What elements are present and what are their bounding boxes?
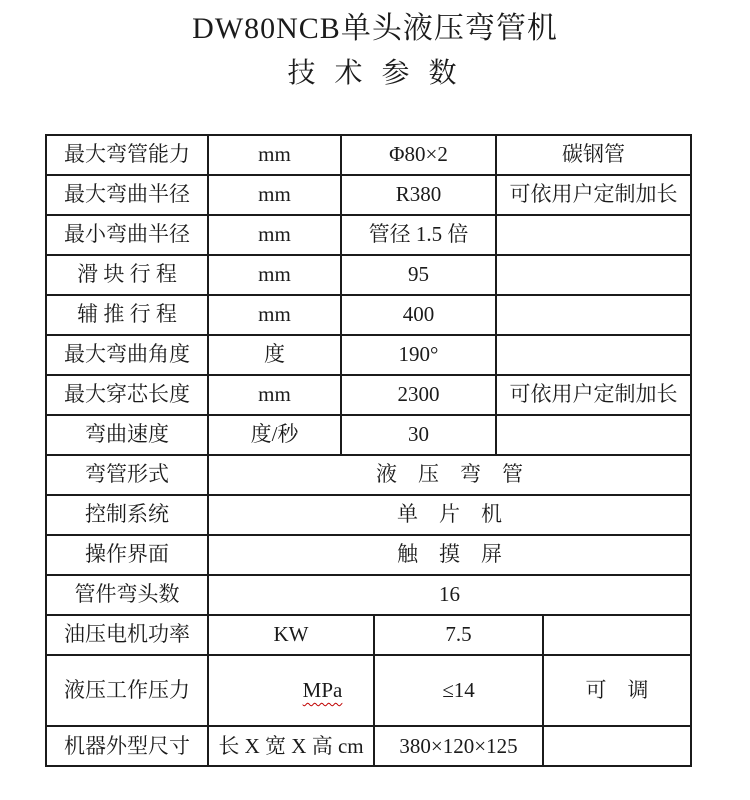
param-value: ≤14 xyxy=(374,655,543,726)
param-name: 弯曲速度 xyxy=(46,415,208,455)
table-row xyxy=(46,215,691,255)
param-unit: 度 xyxy=(208,335,341,375)
param-value-merged: 液 压 弯 管 xyxy=(208,455,691,495)
param-name: 最小弯曲半径 xyxy=(46,215,208,255)
table-row-merged xyxy=(46,575,691,615)
param-value: R380 xyxy=(341,175,496,215)
param-value: 30 xyxy=(341,415,496,455)
param-value: 400 xyxy=(341,295,496,335)
param-unit: mm xyxy=(208,215,341,255)
param-unit: mm xyxy=(208,255,341,295)
document-subtitle: 技 术 参 数 xyxy=(287,58,463,89)
table-row-merged xyxy=(46,455,691,495)
param-name: 弯管形式 xyxy=(46,455,208,495)
param-note xyxy=(496,295,691,335)
spec-table-container xyxy=(45,134,690,767)
param-unit: 长 X 宽 X 高 cm xyxy=(208,726,374,766)
table-row xyxy=(46,615,691,655)
param-name: 最大穿芯长度 xyxy=(46,375,208,415)
param-unit: KW xyxy=(208,615,374,655)
param-name: 最大弯曲角度 xyxy=(46,335,208,375)
table-row xyxy=(46,335,691,375)
spellcheck-underlined-text: MPa xyxy=(302,678,343,703)
param-value: 7.5 xyxy=(374,615,543,655)
param-name: 最大弯管能力 xyxy=(46,135,208,175)
param-value: Φ80×2 xyxy=(341,135,496,175)
param-value-merged: 16 xyxy=(208,575,691,615)
param-name: 最大弯曲半径 xyxy=(46,175,208,215)
table-row-merged xyxy=(46,535,691,575)
param-name: 控制系统 xyxy=(46,495,208,535)
param-value: 380×120×125 xyxy=(374,726,543,766)
param-unit: mm xyxy=(208,375,341,415)
table-row xyxy=(46,175,691,215)
param-name: 油压电机功率 xyxy=(46,615,208,655)
param-unit: mm xyxy=(208,175,341,215)
param-value: 190° xyxy=(341,335,496,375)
param-name: 液压工作压力 xyxy=(46,655,208,726)
param-note: 可依用户定制加长 xyxy=(496,175,691,215)
document-title: DW80NCB单头液压弯管机 xyxy=(192,12,558,45)
param-name: 管件弯头数 xyxy=(46,575,208,615)
param-note xyxy=(543,615,691,655)
table-row xyxy=(46,726,691,766)
table-row xyxy=(46,375,691,415)
param-value: 2300 xyxy=(341,375,496,415)
param-note xyxy=(496,215,691,255)
param-name: 操作界面 xyxy=(46,535,208,575)
param-note xyxy=(543,726,691,766)
param-note xyxy=(496,415,691,455)
table-row xyxy=(46,135,691,175)
param-value-merged: 单 片 机 xyxy=(208,495,691,535)
table-row xyxy=(46,255,691,295)
param-note: 可依用户定制加长 xyxy=(496,375,691,415)
param-value-merged: 触 摸 屏 xyxy=(208,535,691,575)
param-unit: mm xyxy=(208,295,341,335)
spec-table-upper xyxy=(45,134,692,616)
param-note: 碳钢管 xyxy=(496,135,691,175)
table-row xyxy=(46,415,691,455)
param-note: 可 调 xyxy=(543,655,691,726)
table-row xyxy=(46,655,691,726)
param-unit: mm xyxy=(208,135,341,175)
param-value: 95 xyxy=(341,255,496,295)
param-value: 管径 1.5 倍 xyxy=(341,215,496,255)
spec-table-lower xyxy=(45,614,692,767)
param-unit: 度/秒 xyxy=(208,415,341,455)
table-row-merged xyxy=(46,495,691,535)
param-name: 辅 推 行 程 xyxy=(46,295,208,335)
param-unit xyxy=(208,655,374,726)
param-note xyxy=(496,335,691,375)
spec-sheet xyxy=(0,10,750,800)
param-name: 机器外型尺寸 xyxy=(46,726,208,766)
param-note xyxy=(496,255,691,295)
table-row xyxy=(46,295,691,335)
param-name: 滑 块 行 程 xyxy=(46,255,208,295)
